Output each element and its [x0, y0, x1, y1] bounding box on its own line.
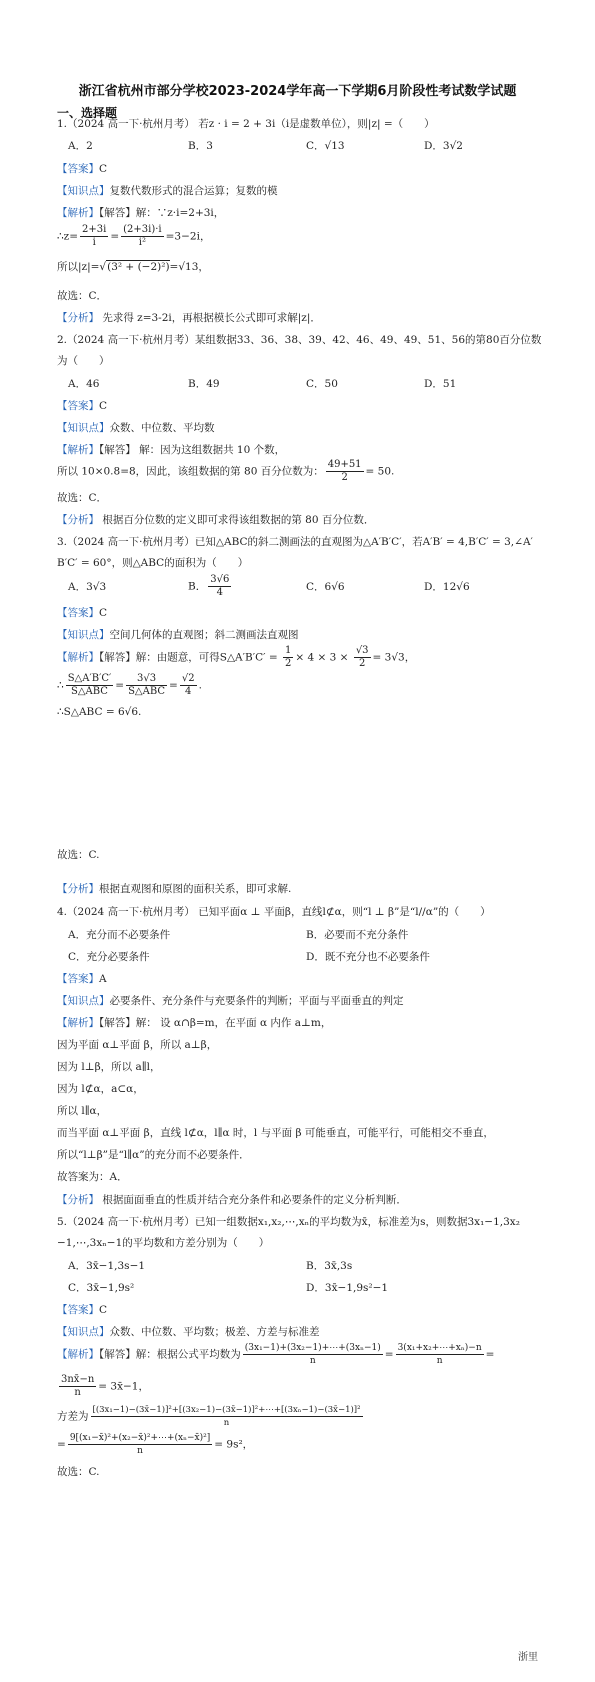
q3-option-a: A．3√3 [68, 581, 107, 593]
q4-line: 所以“l⊥β”是“l∥α”的充分而不必要条件． [57, 1149, 250, 1161]
q3-conclusion: 故选：C. [57, 849, 100, 861]
fraction: $\frac{49+51}{2}$ [327, 459, 362, 483]
q2-answer: 【答案】C [57, 400, 108, 412]
q1-option-a: A．2 [68, 140, 93, 152]
q4-line: 所以 l∥α， [57, 1105, 108, 1117]
q5-mean-step1: 【解析】【解答】解：根据公式平均数为 $\frac{\text{(3x₁−1)+(3x₂−1)+⋯+(3xₙ−1)}}{n}$ = $\frac{\text{3(x₁+x₂+⋯+xₙ)−n}}{n}$ = [57, 1343, 495, 1366]
q1-knowledge: 【知识点】复数代数形式的混合运算；复数的模 [57, 185, 278, 197]
q5-conclusion: 故选：C. [57, 1466, 100, 1478]
q4-answer: 【答案】A [57, 973, 107, 985]
q4-option-d: D．既不充分也不必要条件 [306, 951, 430, 963]
fraction: $\frac{2+3i}{i}$ [82, 224, 107, 248]
q5-mean-step2: $\frac{3nx̄-n}{n}$ = 3x̄−1， [61, 1374, 149, 1398]
q4-knowledge: 【知识点】必要条件、充分条件与充要条件的判断；平面与平面垂直的判定 [57, 995, 404, 1007]
q5-answer: 【答案】C [57, 1304, 108, 1316]
q4-line: 因为平面 α⊥平面 β，所以 a⊥β， [57, 1039, 218, 1051]
page-title: 浙江省杭州市部分学校2023-2024学年高一下学期6月阶段性考试数学试题 [78, 84, 517, 99]
q3-step2: ∴ $\frac{S\triangle A'B'C'}{\text{S△ABC}}$ = $\frac{3√3}{\text{S△ABC}}$ = $\frac{√2}{4}$ . [57, 673, 202, 697]
q2-conclusion: 故选：C． [57, 492, 108, 504]
q4-remark: 【分析】 根据面面垂直的性质并结合充分条件和必要条件的定义分析判断． [57, 1194, 407, 1206]
q3-answer: 【答案】C [57, 607, 108, 619]
q2-stem-line2: 为（ ） [57, 355, 110, 367]
q4-option-c: C．充分必要条件 [68, 951, 150, 963]
q4-line: 因为 l⊥β，所以 a∥l， [57, 1061, 161, 1073]
q2-option-d: D．51 [424, 378, 457, 390]
q4-line: 而当平面 α⊥平面 β，直线 l⊄α，l∥α 时，l 与平面 β 可能垂直，可能平行，可能相交不垂直， [57, 1127, 494, 1139]
q2-remark: 【分析】 根据百分位数的定义即可求得该组数据的第 80 百分位数． [57, 514, 375, 526]
q5-option-a: A．3x̄−1,3s−1 [68, 1260, 146, 1272]
q1-answer: 【答案】C [57, 163, 108, 175]
q1-stem: 1.（2024 高一下·杭州月考） 若z · i = 2 + 3i（i是虚数单位），则|z| =（ ） [57, 118, 435, 130]
section-heading: 一、选择题 [57, 106, 118, 120]
q4-line: 因为 l⊄α，a⊂α， [57, 1083, 144, 1095]
q1-option-b: B．3 [188, 140, 213, 152]
q3-final: ∴S△ABC = 6√6. [57, 706, 142, 718]
q5-stem-line2: −1,⋯,3xₙ−1的平均数和方差分别为（ ） [57, 1237, 270, 1249]
q3-remark: 【分析】根据直观图和原图的面积关系，即可求解. [57, 883, 292, 895]
q5-variance-step2: = $\frac{\text{9[(x₁−x̄)²+(x₂−x̄)²+⋯+(xₙ−x̄)²]}}{n}$ = 9s²， [57, 1433, 254, 1456]
q3-option-b: B． $\frac{3√6}{4}$ [188, 574, 230, 598]
fraction: $\frac{(2+3i)\cdot i}{\text{i²}}$ [123, 224, 162, 248]
q2-knowledge: 【知识点】众数、中位数、平均数 [57, 422, 215, 434]
q2-solution-intro: 【解析】【解答】 解：因为这组数据共 10 个数， [57, 444, 286, 456]
q5-option-b: B．3x̄,3s [306, 1260, 353, 1272]
q1-step1: ∴z= $\frac{2+3i}{i}$ = $\frac{(2+3i)\cdot i}{\text{i²}}$ =3−2i， [57, 224, 211, 248]
q3-knowledge: 【知识点】空间几何体的直观图；斜二测画法直观图 [57, 629, 299, 641]
q5-stem-line1: 5.（2024 高一下·杭州月考）已知一组数据x₁,x₂,⋯,xₙ的平均数为x̄，标准差为s，则数据3x₁−1,3x₂ [57, 1216, 520, 1228]
q1-conclusion: 故选：C． [57, 290, 108, 302]
q4-option-b: B．必要而不充分条件 [306, 929, 409, 941]
q5-variance-step1: 方差为 $\frac{\text{[(3x₁−1)−(3x̄−1)]²+[(3x₂−1)−(3x̄−1)]²+⋯+[(3xₙ−1)−(3x̄−1)]²}}{n}$ [57, 1405, 361, 1428]
q1-option-c: C．√13 [306, 140, 345, 152]
q2-option-c: C．50 [306, 378, 338, 390]
q5-option-c: C．3x̄−1,9s² [68, 1282, 135, 1294]
q2-step: 所以 10×0.8=8，因此，该组数据的第 80 百分位数为： $\frac{49+51}{2}$ = 50. [57, 459, 395, 483]
q4-option-a: A．充分而不必要条件 [68, 929, 171, 941]
q4-conclusion: 故答案为：A． [57, 1171, 128, 1183]
q4-stem: 4.（2024 高一下·杭州月考） 已知平面α ⊥ 平面β，直线l⊄α，则“l ⊥ β”是“l//α”的（ ） [57, 906, 491, 918]
q1-solution-intro: 【解析】【解答】解：∵z·i=2+3i， [57, 207, 225, 219]
q5-knowledge: 【知识点】众数、中位数、平均数；极差、方差与标准差 [57, 1326, 320, 1338]
knowledge-tag: 【知识点】 [57, 185, 110, 197]
q1-step2: 所以|z|=√(3² + (−2)²)=√13， [57, 261, 209, 273]
remark-tag: 【分析】 [57, 312, 99, 324]
q3-stem-line1: 3.（2024 高一下·杭州月考）已知△ABC的斜二测画法的直观图为△A′B′C′，若A′B′ = 4,B′C′ = 3,∠A′ [57, 536, 533, 548]
q1-option-d: D．3√2 [424, 140, 463, 152]
q4-solution-intro: 【解析】【解答】解： 设 α∩β=m，在平面 α 内作 a⊥m， [57, 1017, 332, 1029]
q3-step1: 【解析】【解答】解：由题意，可得S△A′B′C′ = $\frac{1}{2}$ × 4 × 3 × $\frac{√3}{2}$ = 3√3， [57, 645, 416, 669]
q1-remark: 【分析】 先求得 z=3-2i，再根据模长公式即可求解|z|． [57, 312, 321, 324]
answer-tag: 【答案】 [57, 163, 99, 175]
q2-option-b: B．49 [188, 378, 220, 390]
q2-option-a: A．46 [68, 378, 100, 390]
q5-option-d: D．3x̄−1,9s²−1 [306, 1282, 389, 1294]
q2-stem-line1: 2.（2024 高一下·杭州月考）某组数据33、36、38、39、42、46、49、49、51、56的第80百分位数 [57, 334, 542, 346]
q3-option-c: C．6√6 [306, 581, 345, 593]
q3-stem-line2: B′C′ = 60°，则△ABC的面积为（ ） [57, 557, 249, 569]
q3-option-d: D．12√6 [424, 581, 470, 593]
page-footer: 浙里 [518, 1652, 538, 1663]
